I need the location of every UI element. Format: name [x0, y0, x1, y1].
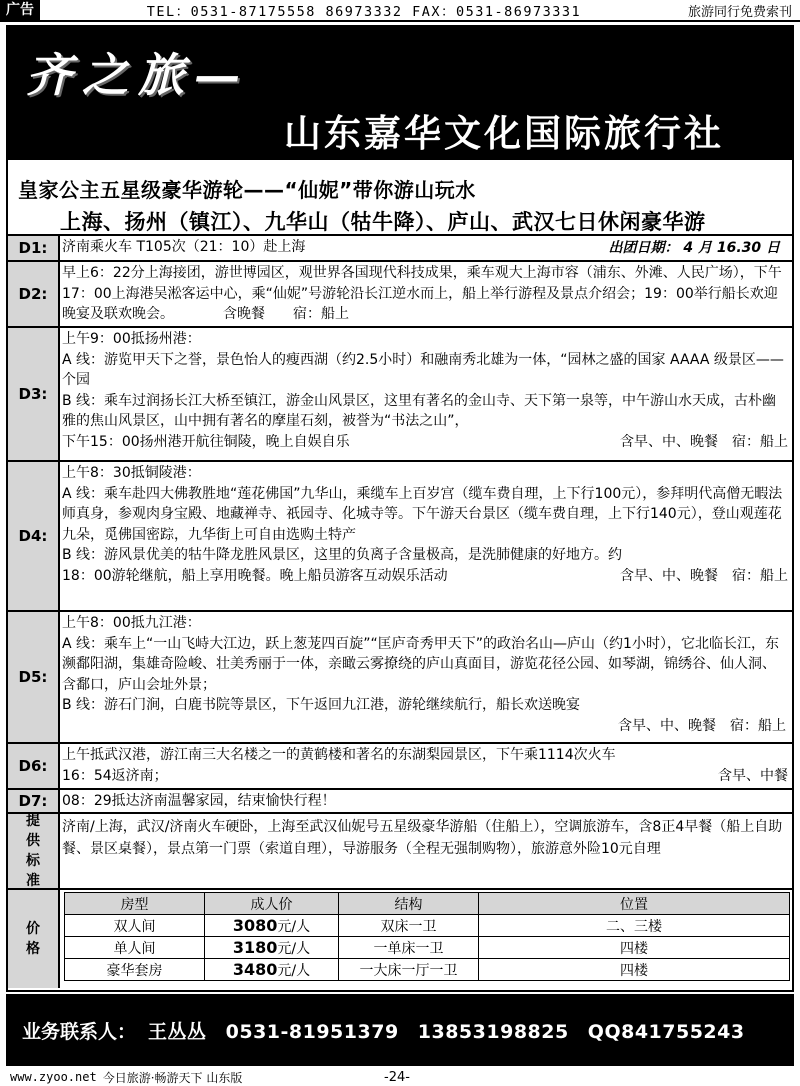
- magazine-slogan: 今日旅游·畅游天下 山东版: [102, 1070, 243, 1085]
- service-standard-label: [8, 814, 60, 888]
- header-room-type: 房型: [65, 893, 205, 915]
- room-type: 豪华套房: [65, 959, 205, 981]
- day-tail-text: 18：00游轮继航，船上享用晚餐。晚上船员游客互动娱乐活动: [62, 567, 448, 584]
- day-text: 上午9：00抵扬州港：: [62, 331, 201, 347]
- meals-lodging: 含早、中、晚餐 宿：船上: [620, 433, 788, 450]
- day-text: A 线：乘车上“一山飞峙大江边，跃上葱茏四百旋”“匡庐奇秀甲天下”的政治名山—庐山（约1小时），它北临长江，东濒鄱阳湖，集雄奇险峻、壮美秀丽于一体，亲瞰云雾撩绕的庐山真面目，游览花径公园、如琴湖，锦绣谷、仙人洞、含鄱口，庐山会址外景；: [62, 635, 779, 693]
- adult-price: [205, 937, 339, 959]
- footer-contact-info: 王丛丛 0531-81951379 13853198825 QQ841755243: [148, 1020, 745, 1043]
- day-text: 上午8：30抵铜陵港：: [62, 465, 201, 481]
- day-label: D1:: [8, 236, 60, 260]
- top-bar: [0, 0, 800, 22]
- ad-tag: 广告: [0, 0, 40, 20]
- footer-contact-bar: [6, 994, 794, 1066]
- day-content: [62, 462, 790, 610]
- day-row-6: [8, 742, 792, 788]
- banner: [6, 25, 794, 160]
- day-text: B 线：乘车过润扬长江大桥至镇江，游金山风景区，这里有著名的金山寺、天下第一泉等，中午游山水天成，古朴幽雅的焦山风景区，山中拥有著名的摩崖石刻，被誉为“书法之山”，: [62, 392, 777, 429]
- day-text: 济南乘火车 T105次（21：10）赴上海: [62, 239, 306, 255]
- day-row-5: [8, 610, 792, 742]
- footer-contact-label: 业务联系人：: [22, 1020, 137, 1043]
- day-tail: [62, 766, 788, 787]
- service-standard-label-text: 提供标准: [26, 813, 40, 889]
- day-content: [62, 328, 790, 460]
- itinerary-panel: [6, 160, 794, 992]
- day-tail-text: 下午15：00扬州港开航往铜陵，晚上自娱自乐: [62, 433, 350, 450]
- price-unit: 元/人: [277, 918, 311, 935]
- page-number: -24-: [384, 1069, 410, 1085]
- room-type: 双人间: [65, 915, 205, 937]
- price-unit: 元/人: [277, 940, 311, 957]
- header-position: 位置: [479, 893, 790, 915]
- price-value: 3480: [232, 959, 278, 979]
- price-table-row: [65, 937, 790, 959]
- brand-logo-text: 齐之旅—: [26, 48, 250, 102]
- day-label: D7:: [8, 790, 60, 812]
- room-position: 四楼: [479, 959, 790, 981]
- free-copy-note: 旅游同行免费索刊: [687, 4, 792, 20]
- day-row-2: [8, 260, 792, 326]
- day-row-1: [8, 234, 792, 260]
- day-text: 早上6：22分上海接团，游世博园区，观世界各国现代科技成果，乘车观大上海市容（浦东、外滩、人民广场），下午17：00上海港吴淞客运中心，乘“仙妮”号游轮沿长江逆水而上，船上举行游程及景点介绍会；19：00举行船长欢迎晚宴及联欢晚会。 含晚餐 宿：船上: [62, 265, 782, 322]
- website-url: www.zyoo.net: [10, 1070, 97, 1084]
- day-text: A 线：游览甲天下之誉，景色怡人的瘦西湖（约2.5小时）和融南秀北雄为一体，“园林之盛的国家 AAAA 级景区——个园: [62, 351, 784, 388]
- service-standard-text: 济南/上海，武汉/济南火车硬卧，上海至武汉仙妮号五星级豪华游船（住船上），空调旅游车，含8正4早餐（船上自助餐、景区桌餐），景点第一门票（索道自理），导游服务（全程无强制购物），旅游意外险10元自理: [62, 819, 783, 857]
- service-standard-row: [8, 812, 792, 888]
- room-type: 单人间: [65, 937, 205, 959]
- adult-price: [205, 915, 339, 937]
- day-label: D2:: [8, 262, 60, 326]
- price-row: [8, 888, 792, 988]
- day-content: [62, 790, 790, 812]
- day-tail: [62, 566, 788, 587]
- day-label: D4:: [8, 462, 60, 610]
- day-label: D6:: [8, 744, 60, 788]
- day-content: [62, 612, 790, 742]
- day-text: B 线：游风景优美的牯牛降龙胜风景区，这里的负离子含量极高，是洗肺健康的好地方。约: [62, 547, 623, 563]
- day-label: D3:: [8, 328, 60, 460]
- price-table-row: [65, 915, 790, 937]
- adult-price: [205, 959, 339, 981]
- day-text: 08：29抵达济南温馨家园，结束愉快行程！: [62, 793, 336, 809]
- day-text: A 线：乘车赴四大佛教胜地“莲花佛国”九华山，乘缆车上百岁宫（缆车费自理，上下行100元），参拜明代高僧无暇法师真身，参观肉身宝殿、地藏禅寺、祇园寺、化城寺等。下午游天台景区（缆车费自理，上下行140元），登山观莲花九朵，觅佛国密踪，九华街上可自由选购土特产: [62, 485, 783, 543]
- agency-name: 山东嘉华文化国际旅行社: [284, 112, 724, 155]
- day-row-4: [8, 460, 792, 610]
- day-content: [62, 236, 790, 260]
- headline-cruise: 皇家公主五星级豪华游轮——“仙妮”带你游山玩水: [18, 178, 476, 202]
- day-content: [62, 744, 790, 788]
- price-label-text: 价格: [26, 921, 40, 957]
- service-standard-content: [62, 814, 790, 888]
- day-tail: [62, 432, 788, 453]
- price-label: [8, 890, 60, 988]
- day-text: B 线：游石门涧，白鹿书院等景区，下午返回九江港，游轮继续航行，船长欢送晚宴: [62, 697, 581, 713]
- price-value: 3080: [232, 915, 278, 935]
- day-text: 上午抵武汉港，游江南三大名楼之一的黄鹤楼和著名的东湖梨园景区，下午乘1114次火车: [62, 747, 616, 763]
- price-table-header: [65, 893, 790, 915]
- day-content: [62, 262, 790, 326]
- room-structure: 一大床一厅一卫: [339, 959, 479, 981]
- header-structure: 结构: [339, 893, 479, 915]
- day-row-7: [8, 788, 792, 812]
- headline-route: 上海、扬州（镇江）、九华山（牯牛降）、庐山、武汉七日休闲豪华游: [60, 210, 706, 234]
- price-table-row: [65, 959, 790, 981]
- day-label: D5:: [8, 612, 60, 742]
- meals: 含早、中餐: [718, 767, 788, 784]
- day-row-3: [8, 326, 792, 460]
- room-structure: 双床一卫: [339, 915, 479, 937]
- price-table: [64, 892, 790, 981]
- departure-date: 出团日期： 4 月 16.30 日: [608, 240, 780, 256]
- meals-lodging: 含早、中、晚餐 宿：船上: [620, 567, 788, 584]
- room-position: 四楼: [479, 937, 790, 959]
- day-tail-text: 16：54返济南；: [62, 767, 168, 784]
- bottom-line: [0, 1068, 800, 1086]
- meals-lodging: 含早、中、晚餐 宿：船上: [618, 717, 786, 734]
- room-structure: 一单床一卫: [339, 937, 479, 959]
- room-position: 二、三楼: [479, 915, 790, 937]
- price-value: 3180: [232, 937, 278, 957]
- day-text: 上午8：00抵九江港：: [62, 615, 201, 631]
- header-adult-price: 成人价: [205, 893, 339, 915]
- top-contact-info: TEL：0531-87175558 86973332 FAX：0531-86973331: [146, 4, 582, 20]
- price-unit: 元/人: [277, 962, 311, 979]
